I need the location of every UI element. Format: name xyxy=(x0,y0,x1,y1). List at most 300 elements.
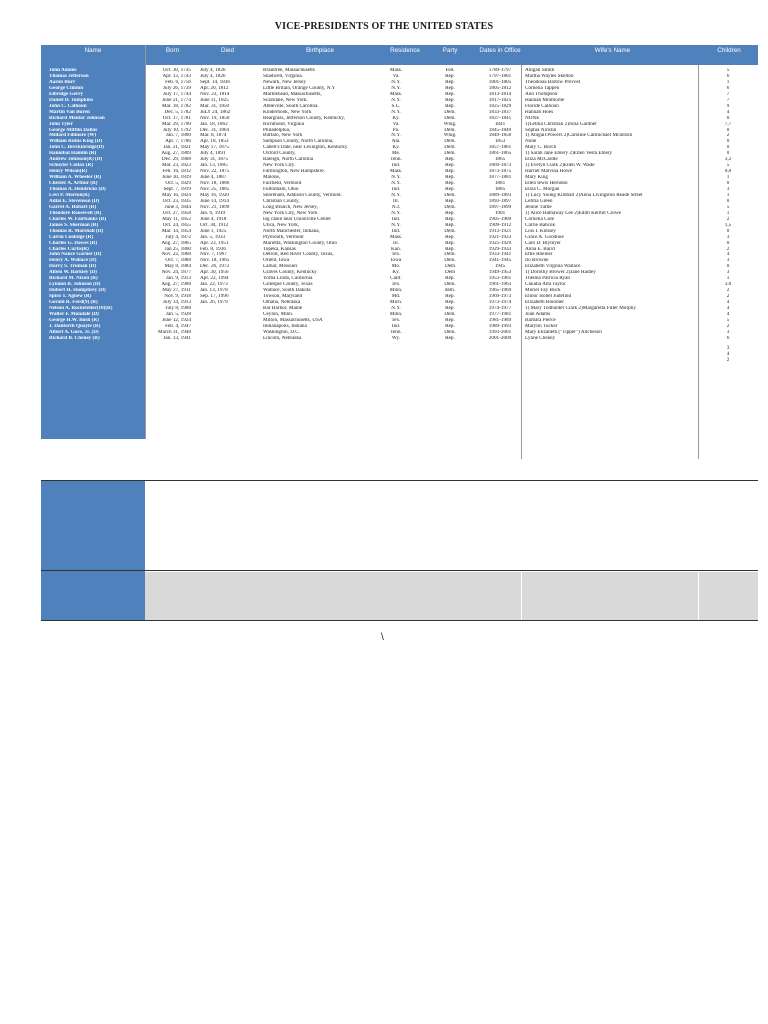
cell-died: July 4, 1891 xyxy=(200,151,226,157)
cell-wife: Eliza McCardle xyxy=(525,157,558,163)
cell-born: May 16, 1824 xyxy=(162,192,191,198)
cell-bp: New York City, New York xyxy=(263,210,318,216)
cell-born: Oct. 17, 1781 xyxy=(162,115,191,121)
cell-born: July 17, 1744 xyxy=(162,91,191,97)
cell-kids: 3.0 xyxy=(724,282,732,288)
cell-bp: Washington, D.C. xyxy=(263,329,301,335)
cell-wife: 1) Mary Todhunter Clark 2)Margaretta Fitler Murphy xyxy=(525,306,636,311)
cell-name: John C. Breckinridge(D) xyxy=(49,145,104,151)
cell-bp: Buffalo, New York xyxy=(263,133,303,139)
cell-died: Nov. 18, 1886 xyxy=(200,181,230,187)
cell-wife: Joan Adams xyxy=(525,311,551,317)
cell-party: Rep. xyxy=(445,276,455,282)
cell-died: May 17, 1875 xyxy=(200,145,229,151)
cell-dates: 1857-1861 xyxy=(488,145,512,151)
column-divider xyxy=(698,572,699,620)
cell-party: Rep. xyxy=(445,234,455,240)
cell-party: Dem. xyxy=(444,109,456,115)
cell-name: Henry A. Wallace (D) xyxy=(49,258,97,264)
cell-bp: Long Branch, New Jersey, xyxy=(263,204,318,210)
cell-dates: 1929-1933 xyxy=(488,246,512,252)
cell-party: Dem. xyxy=(444,252,456,258)
cell-born: June 3, 1844 xyxy=(164,204,191,210)
cell-res: Wy. xyxy=(391,335,401,341)
cell-name: Gerald R. Ford(9) (R) xyxy=(49,300,98,306)
cell-born: June 21, 1774 xyxy=(162,97,191,103)
cell-kids: 0 xyxy=(726,240,730,246)
cell-dates: 1801-1805 xyxy=(488,79,512,85)
cell-kids: 0 xyxy=(726,181,730,187)
cell-name: Elbridge Gerry xyxy=(49,91,84,97)
cell-bp: Marblehead, Massachusetts, xyxy=(263,91,322,97)
cell-kids: 4 xyxy=(726,109,730,115)
cell-wife: 1) Abigail Powers 2)Caroline Carmichael Mcintosh xyxy=(525,133,633,139)
cell-born: July 14, 1913 xyxy=(162,300,191,306)
cell-res: Mass. xyxy=(389,169,403,175)
cell-party: Rep. xyxy=(445,169,455,175)
cell-born: Jan. 21, 1821 xyxy=(163,145,191,151)
cell-dates: 1905-1909 xyxy=(488,216,512,222)
cell-bp: Milton, Massachusetts, USA xyxy=(263,317,323,323)
header-residence: Residence xyxy=(390,47,420,54)
cell-name: John Tyler xyxy=(49,121,73,127)
cell-bp: Ceylon, Minn. xyxy=(263,311,294,317)
cell-died: Jan. 6, 1919 xyxy=(200,210,226,216)
cell-wife: Elinor Isobel Judefind xyxy=(525,294,572,300)
cell-died: Apr. 23, 1951 xyxy=(200,240,229,246)
cell-bp: Kinderhook, New York xyxy=(263,109,312,115)
cell-res: Ind. xyxy=(391,323,401,329)
cell-dates: 1945 xyxy=(494,264,506,270)
cell-dates: 1981-1989 xyxy=(488,317,512,323)
cell-kids: 0 xyxy=(726,198,730,204)
header-name: Name xyxy=(84,47,102,54)
cell-dates: 1965-1969 xyxy=(488,288,512,294)
cell-kids: 5 xyxy=(726,68,730,73)
cell-died: Feb. 8, 1936 xyxy=(200,246,226,252)
cell-died: Apr. 22, 1994 xyxy=(200,276,229,282)
cell-dates: 1833-1837 xyxy=(488,109,512,115)
cell-bp: Marietta, Washington County, Ohio xyxy=(263,240,337,246)
cell-died: May 16, 1920 xyxy=(200,192,229,198)
cell-party: Rep. xyxy=(445,163,455,169)
cell-wife: Barbara Pierce xyxy=(525,317,556,323)
cell-party: Rep. xyxy=(445,73,455,79)
cell-wife: Elizabeth Bloomer xyxy=(525,300,565,306)
cell-dates: 1893-1897 xyxy=(488,198,512,204)
cell-wife: Anna E. Baird xyxy=(525,246,555,252)
cell-dates: 1897-1899 xyxy=(488,204,512,210)
cell-bp: Scarsdale, New York. xyxy=(263,97,308,103)
cell-died: Jan. 18, 1862 xyxy=(200,121,228,127)
header-dates: Dates in Office xyxy=(479,47,521,54)
cell-name: John Nance Garner (D) xyxy=(49,252,102,258)
cell-party: Dem xyxy=(444,264,456,270)
cell-name: Lyndon B. Johnson (D) xyxy=(49,282,101,288)
cell-kids: 0 xyxy=(726,151,730,157)
cell-name: Walter F. Mondale (D) xyxy=(49,311,99,317)
cell-bp: Gillespie County, Texas xyxy=(263,282,313,288)
cell-died: July 4, 1826 xyxy=(200,68,226,73)
children-extra-1: 3 xyxy=(726,345,730,351)
cell-born: Mar. 18, 1782 xyxy=(161,103,191,109)
cell-wife: Abigail Smith xyxy=(525,68,555,73)
cell-kids: 3 xyxy=(726,270,730,276)
cell-name: Hubert H. Humphrey (D) xyxy=(49,288,106,294)
cell-party: Rep. xyxy=(445,240,455,246)
cell-dates: 1789-1797 xyxy=(488,68,512,73)
cell-died: Mar. 8, 1874 xyxy=(200,133,227,139)
header-died: Died xyxy=(221,47,234,54)
cell-party: Dem. xyxy=(444,204,456,210)
cell-res: Pa. xyxy=(392,127,400,133)
cell-res: Ill. xyxy=(393,240,399,246)
cell-res: Va. xyxy=(392,73,400,79)
cell-name: Henry Wilson(R) xyxy=(49,169,87,175)
cell-kids: 1 xyxy=(726,210,730,216)
cell-wife: 1)Letitia Christian 2)Julia Gardner xyxy=(525,121,597,127)
cell-born: Feb. 16, 1812 xyxy=(162,169,191,175)
cell-wife: Ellen lewis Herndon xyxy=(525,181,568,187)
cell-wife: 1) Lucy Young Kimball 2)Anna Livingston Reade Street xyxy=(525,192,643,198)
header-children: Children xyxy=(717,47,741,54)
cell-bp: Towson, Maryland xyxy=(263,294,303,300)
cell-kids: 3 xyxy=(726,234,730,240)
cell-res: Kan. xyxy=(391,246,401,252)
cell-born: Oct. 7, 1888 xyxy=(165,258,191,264)
cell-res: Ill. xyxy=(393,198,399,204)
cell-born: Aug. 27, 1908 xyxy=(161,282,191,288)
cell-born: Jan. 7, 1800 xyxy=(165,133,191,139)
cell-party: Rep. xyxy=(445,306,455,311)
cell-name: George Mifflin Dallas xyxy=(49,127,98,133)
cell-dates: 1977-1981 xyxy=(488,311,512,317)
cell-name: Chester A. Arthur (R) xyxy=(49,181,98,187)
cell-res: S.C. xyxy=(391,103,401,109)
cell-born: July 10, 1792 xyxy=(162,127,191,133)
cell-born: Jan. 9, 1913 xyxy=(165,276,191,282)
cell-born: May 11, 1852 xyxy=(162,216,191,222)
cell-name: John Adams xyxy=(49,68,77,73)
cell-dates: 1861-1865 xyxy=(488,151,512,157)
cell-party: Dem. xyxy=(444,282,456,288)
cell-wife: Caro D. Blymyer xyxy=(525,240,561,246)
cell-party: Dem. xyxy=(444,228,456,234)
cell-kids: 4 xyxy=(726,300,730,306)
cell-res: Ind. xyxy=(391,163,401,169)
cell-died: Oct. 30, 1912 xyxy=(200,222,229,228)
cell-born: Jan 25, 1860 xyxy=(164,246,191,252)
cell-died: Jan. 22, 1973 xyxy=(200,282,228,288)
cell-wife: Letitia Green xyxy=(525,198,553,204)
header-born: Born xyxy=(165,47,180,54)
cell-name: Nelson A. Rockefeller(10)(R) xyxy=(49,306,113,311)
cell-died: June 14, 1914 xyxy=(200,198,229,204)
cell-name: William Rufus King (D) xyxy=(49,139,103,145)
cell-born: Mar. 29, 1790 xyxy=(161,121,191,127)
cell-bp: Oxford County, xyxy=(263,151,296,157)
cell-bp: North Manchester, Indiana, xyxy=(263,228,320,234)
cell-kids: 0,0 xyxy=(724,169,732,175)
cell-kids: 5 xyxy=(726,163,730,169)
cell-bp: Bar Harbor, Maine xyxy=(263,306,303,311)
cell-party: Rep. xyxy=(445,187,455,192)
cell-name: Alben W. Barkley (D) xyxy=(49,270,97,276)
page-title: VICE-PRESIDENTS OF THE UNITED STATES xyxy=(274,21,494,32)
cell-res: Mass. xyxy=(389,234,403,240)
cell-died: Nov. 23, 1814 xyxy=(200,91,230,97)
empty-name-cell xyxy=(41,572,145,620)
cell-kids: 1 xyxy=(726,175,730,181)
cell-dates: 1989-1993 xyxy=(488,323,512,329)
cell-bp: Braintree, Massachusetts xyxy=(263,68,315,73)
cell-kids: 7 xyxy=(726,97,730,103)
cell-born: Mar. 23, 1823 xyxy=(161,163,191,169)
cell-name: Levi P. Morton(R) xyxy=(49,192,90,198)
cell-kids: 5 xyxy=(726,317,730,323)
cell-wife: 1) Dorothy Brower 2)Jane Hadley xyxy=(525,270,596,276)
cell-party: Rep. xyxy=(445,103,455,109)
cell-dates: 1913-1921 xyxy=(488,228,512,234)
cell-wife: Hannah Hoes xyxy=(525,109,554,115)
cell-name: William A. Wheeler (R) xyxy=(49,175,102,181)
cell-dates: 1961-1963 xyxy=(488,282,512,288)
cell-wife: Floride Calhoun xyxy=(525,103,559,109)
cell-res: Calif. xyxy=(390,276,402,282)
cell-bp: log cabin near Unionville Center xyxy=(263,216,331,222)
cell-name: Theodore Roosevelt (R) xyxy=(49,210,102,216)
cell-dates: 1845-1849 xyxy=(488,127,512,133)
cell-kids: 0 xyxy=(726,145,730,151)
table-header-row xyxy=(41,45,758,65)
cell-dates: 1949-1953 xyxy=(488,270,512,276)
cell-kids: 1 xyxy=(726,192,730,198)
cell-party: Rep. xyxy=(445,246,455,252)
cell-party: Dem. xyxy=(444,139,456,145)
cell-dates: 1873-1875 xyxy=(488,169,512,175)
cell-born: Apr. 7, 1786 xyxy=(165,139,191,145)
cell-dates: 2001-2009 xyxy=(488,335,512,341)
cell-wife: Lois I. Kimsey xyxy=(525,228,556,234)
cell-res: Mo. xyxy=(391,264,401,270)
cell-wife: Mary Elizabeth ("Tipper") Aitcheson xyxy=(525,329,602,335)
cell-kids: 5 xyxy=(726,204,730,210)
cell-wife: Ettie Rheiner xyxy=(525,252,553,258)
cell-bp: Little Britain, Orange County, N.Y xyxy=(263,85,336,91)
cell-died: Nov. 21, 1899 xyxy=(200,204,230,210)
cell-dates: 1817-1825 xyxy=(488,97,512,103)
cell-bp: Beargrass, Jefferson County, Kentucky, xyxy=(263,115,345,121)
cell-died: June 4, 1887 xyxy=(200,175,227,181)
cell-dates: 1933-1941 xyxy=(488,252,512,258)
cell-kids: 0 xyxy=(726,228,730,234)
cell-born: May 8, 1884 xyxy=(164,264,191,270)
cell-kids: 1 xyxy=(726,276,730,282)
cell-bp: Utica, New York, xyxy=(263,222,300,228)
cell-wife: Jennie Tuttle xyxy=(525,204,552,210)
cell-kids: 0 xyxy=(726,139,730,145)
cell-name: Martin Van Buren xyxy=(49,109,90,115)
cell-died: June 4, 1918 xyxy=(200,216,227,222)
cell-party: Rep. xyxy=(445,198,455,204)
cell-dates: 1837-1841 xyxy=(488,115,512,121)
cell-dates: 1889-1893 xyxy=(488,192,512,198)
cell-res: Ala. xyxy=(391,139,401,145)
cell-party: Dem. xyxy=(444,311,456,317)
cell-res: Md. xyxy=(391,294,401,300)
cell-dates: 1805-1812 xyxy=(488,85,512,91)
cell-kids: 6 xyxy=(726,335,730,341)
cell-kids: 1,5 xyxy=(724,222,732,228)
cell-party: Rep. xyxy=(445,97,455,103)
cell-res: Tex. xyxy=(391,282,401,288)
cell-bp: Christian County, xyxy=(263,198,300,204)
cell-kids: 3 xyxy=(726,187,730,192)
cell-wife: None xyxy=(525,139,537,145)
cell-res: N.Y. xyxy=(391,210,401,216)
cell-party: Dem. xyxy=(444,115,456,121)
cell-party: Dem. xyxy=(444,192,456,198)
cell-res: Tex. xyxy=(391,252,401,258)
cell-died: Jan. 26, 1979 xyxy=(200,300,228,306)
cell-name: Richard B. Cheney (R) xyxy=(49,335,100,341)
cell-kids: 7,7 xyxy=(724,121,732,127)
cell-bp: Plymouth, Vermont xyxy=(263,234,304,240)
cell-res: Minn. xyxy=(389,288,403,294)
cell-kids: 2 xyxy=(726,246,730,252)
cell-born: Nov. 24, 1877 xyxy=(161,270,191,276)
cell-born: Jan. 5, 1928 xyxy=(165,311,191,317)
cell-wife: 1) Alice Hathaway Lee 2)Edith Kermit Crowe xyxy=(525,210,621,216)
cell-res: Ky. xyxy=(392,145,400,151)
cell-res: N.Y. xyxy=(391,79,401,85)
cell-dates: 1901 xyxy=(494,210,506,216)
cell-bp: Abbeville, South Carolina. xyxy=(263,103,319,109)
cell-kids: 2 xyxy=(726,323,730,329)
cell-res: N.J. xyxy=(391,204,401,210)
cell-born: May 27, 1911 xyxy=(162,288,191,294)
vice-presidents-table xyxy=(41,45,758,621)
cell-party: dem. xyxy=(444,288,456,294)
cell-dates: 1881 xyxy=(494,181,506,187)
cell-name: Richard Mentor Johnson xyxy=(49,115,105,121)
cell-res: Mass. xyxy=(389,91,403,97)
cell-res: Mass. xyxy=(389,68,403,73)
cell-bp: Shoreham, Addison County, Vermont. xyxy=(263,192,342,198)
section-divider xyxy=(41,480,758,481)
cell-kids: 2 xyxy=(726,216,730,222)
cell-name: Spiro T. Agnew (R) xyxy=(49,294,92,300)
cell-party: Rep. xyxy=(445,317,455,323)
cell-party: Rep. xyxy=(445,79,455,85)
cell-name: George Clinton xyxy=(49,85,84,91)
cell-wife: Muriel Fay Buck xyxy=(525,288,561,294)
cell-dates: 1825-1829 xyxy=(488,103,512,109)
cell-born: Nov. 22, 1868 xyxy=(161,252,191,258)
cell-kids: 3 xyxy=(726,258,730,264)
cell-bp: Sampson County, North Carolina, xyxy=(263,139,334,145)
cell-born: July 4, 1872 xyxy=(165,234,191,240)
cell-died: Apr. 30, 1956 xyxy=(200,270,229,276)
column-divider xyxy=(521,572,522,620)
cell-party: Whig. xyxy=(443,121,457,127)
cell-bp: New York City. xyxy=(263,163,296,169)
cell-wife: Hannah Minthorne xyxy=(525,97,565,103)
cell-died: Dec. 26, 1972 xyxy=(200,264,230,270)
cell-party: Dem. xyxy=(444,151,456,157)
cell-wife: Elizabeth Virginia Wallace xyxy=(525,264,581,270)
cell-wife: Lynne Cheney xyxy=(525,335,556,341)
cell-name: Hannibal Hamlin (R) xyxy=(49,151,97,157)
header-wife: Wife's Name xyxy=(594,47,631,54)
cell-wife: Ilo Browne xyxy=(525,258,549,264)
cell-died: Jan. 13, 1978 xyxy=(200,288,228,294)
cell-res: Va. xyxy=(392,121,400,127)
cell-born: Aug. 27, 1865 xyxy=(161,240,191,246)
cell-died: Sept. 14, 1836 xyxy=(200,79,230,85)
cell-dates: 1841 xyxy=(494,121,506,127)
empty-name-cell xyxy=(41,481,145,574)
cell-dates: 1865 xyxy=(494,157,506,163)
cell-dates: 1849-1850 xyxy=(488,133,512,139)
cell-wife: Harriet Malvina Howe xyxy=(525,169,572,175)
cell-res: N.Y. xyxy=(391,97,401,103)
cell-res: Me. xyxy=(391,151,401,157)
cell-name: Charles G. Dawes (R) xyxy=(49,240,98,246)
cell-wife: Mary King xyxy=(525,175,548,181)
cell-party: Rep. xyxy=(445,216,455,222)
cell-name: Thomas Jefferson xyxy=(49,73,89,79)
cell-name: Thomas R. Marshall (D) xyxy=(49,228,104,234)
cell-bp: Lincoln, Nebraska xyxy=(263,335,302,341)
cell-name: Charles W. Fairbanks (R) xyxy=(49,216,107,222)
cell-born: Dec. 29, 1808 xyxy=(161,157,191,163)
cell-born: July 8, 1908 xyxy=(165,306,191,311)
cell-died: Nov. 18, 1965 xyxy=(200,258,230,264)
cell-kids: 0 xyxy=(726,264,730,270)
cell-bp: Cabell's Dale, near Lexington, Kentucky xyxy=(263,145,348,151)
cell-name: Adlai E. Stevenson (D) xyxy=(49,198,100,204)
cell-res: N.Y. xyxy=(391,222,401,228)
cell-died: Nov. 22, 1875 xyxy=(200,169,230,175)
cell-res: Ind. xyxy=(391,187,401,192)
cell-res: N.Y. xyxy=(391,175,401,181)
cell-bp: Lamar, Missouri xyxy=(263,264,298,270)
cell-res: Minn. xyxy=(389,311,403,317)
cell-res: Mich. xyxy=(389,300,403,306)
cell-res: N.Y. xyxy=(391,109,401,115)
cell-bp: Fairfield, Vermont xyxy=(263,181,302,187)
cell-wife: Carrie Babcok xyxy=(525,222,556,228)
cell-res: N.Y. xyxy=(391,192,401,198)
cell-died: June 11, 1825 xyxy=(200,97,229,103)
cell-wife: Mary C. Burch xyxy=(525,145,557,151)
cell-bp: Fultonham, Ohio xyxy=(263,187,299,192)
cell-born: June 12, 1924 xyxy=(162,317,191,323)
cell-party: Dem. xyxy=(444,329,456,335)
cell-party: Rep. xyxy=(445,91,455,97)
cell-born: Oct. 24, 1855 xyxy=(162,222,191,228)
cell-kids: 4 xyxy=(726,311,730,317)
cell-party: Rep. xyxy=(445,222,455,228)
cell-dates: 1921-1923 xyxy=(488,234,512,240)
cell-died: July 31, 1875 xyxy=(200,157,229,163)
cell-dates: 1853 xyxy=(494,139,506,145)
cell-bp: Philadelphia, xyxy=(263,127,291,133)
cell-born: Nov. 9, 1918 xyxy=(164,294,191,300)
cell-born: Apr. 13, 1743 xyxy=(162,73,191,79)
cell-kids: 6 xyxy=(726,85,730,91)
